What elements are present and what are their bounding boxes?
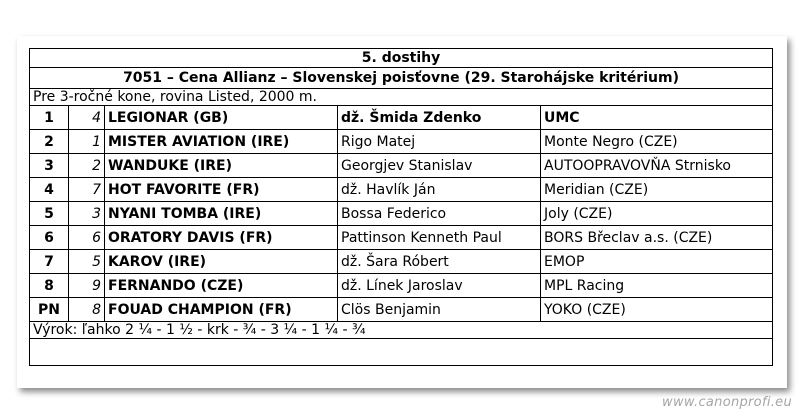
table-row — [30, 226, 773, 250]
owner-name: BORS Břeclav a.s. (CZE) — [541, 226, 773, 250]
owner-name: YOKO (CZE) — [541, 298, 773, 322]
horse-name: WANDUKE (IRE) — [105, 154, 338, 178]
owner-name: AUTOOPRAVOVŇA Strnisko — [541, 154, 773, 178]
table-row — [30, 250, 773, 274]
table-row — [30, 130, 773, 154]
finish-position: 4 — [30, 178, 69, 202]
results-card — [17, 36, 787, 388]
saddle-number: 6 — [69, 226, 105, 250]
saddle-number: 3 — [69, 202, 105, 226]
horse-name: ORATORY DAVIS (FR) — [105, 226, 338, 250]
jockey-name: Bossa Federico — [338, 202, 541, 226]
finish-position: 7 — [30, 250, 69, 274]
finish-position: 8 — [30, 274, 69, 298]
jockey-name: Rigo Matej — [338, 130, 541, 154]
table-row — [30, 298, 773, 322]
owner-name: EMOP — [541, 250, 773, 274]
saddle-number: 7 — [69, 178, 105, 202]
saddle-number: 2 — [69, 154, 105, 178]
saddle-number: 9 — [69, 274, 105, 298]
horse-name: HOT FAVORITE (FR) — [105, 178, 338, 202]
empty-footer-row — [30, 339, 773, 366]
finish-position: 2 — [30, 130, 69, 154]
finish-position: 3 — [30, 154, 69, 178]
table-row — [30, 106, 773, 130]
table-row — [30, 202, 773, 226]
horse-name: FERNANDO (CZE) — [105, 274, 338, 298]
owner-name: Joly (CZE) — [541, 202, 773, 226]
jockey-name: dž. Šmida Zdenko — [338, 106, 541, 130]
jockey-name: Georgjev Stanislav — [338, 154, 541, 178]
finish-position: PN — [30, 298, 69, 322]
finish-position: 5 — [30, 202, 69, 226]
table-row — [30, 178, 773, 202]
horse-name: NYANI TOMBA (IRE) — [105, 202, 338, 226]
saddle-number: 8 — [69, 298, 105, 322]
race-conditions: Pre 3-ročné kone, rovina Listed, 2000 m. — [30, 89, 773, 106]
result-line: Výrok: ľahko 2 ¼ - 1 ½ - krk - ¾ - 3 ¼ - 1 ¼ - ¾ — [30, 322, 773, 339]
horse-name: LEGIONAR (GB) — [105, 106, 338, 130]
saddle-number: 1 — [69, 130, 105, 154]
jockey-name: Clös Benjamin — [338, 298, 541, 322]
jockey-name: dž. Šara Róbert — [338, 250, 541, 274]
owner-name: Monte Negro (CZE) — [541, 130, 773, 154]
owner-name: Meridian (CZE) — [541, 178, 773, 202]
jockey-name: Pattinson Kenneth Paul — [338, 226, 541, 250]
horse-name: KAROV (IRE) — [105, 250, 338, 274]
jockey-name: dž. Havlík Ján — [338, 178, 541, 202]
race-results-table — [29, 48, 773, 366]
finish-position: 1 — [30, 106, 69, 130]
horse-name: FOUAD CHAMPION (FR) — [105, 298, 338, 322]
jockey-name: dž. Línek Jaroslav — [338, 274, 541, 298]
table-row — [30, 154, 773, 178]
saddle-number: 5 — [69, 250, 105, 274]
saddle-number: 4 — [69, 106, 105, 130]
race-title: 5. dostihy — [30, 49, 773, 68]
horse-name: MISTER AVIATION (IRE) — [105, 130, 338, 154]
table-row — [30, 274, 773, 298]
watermark: www.canonprofi.eu — [662, 395, 792, 410]
owner-name: UMC — [541, 106, 773, 130]
finish-position: 6 — [30, 226, 69, 250]
owner-name: MPL Racing — [541, 274, 773, 298]
race-name: 7051 – Cena Allianz – Slovenskej poisťovne (29. Starohájske kritérium) — [30, 68, 773, 89]
